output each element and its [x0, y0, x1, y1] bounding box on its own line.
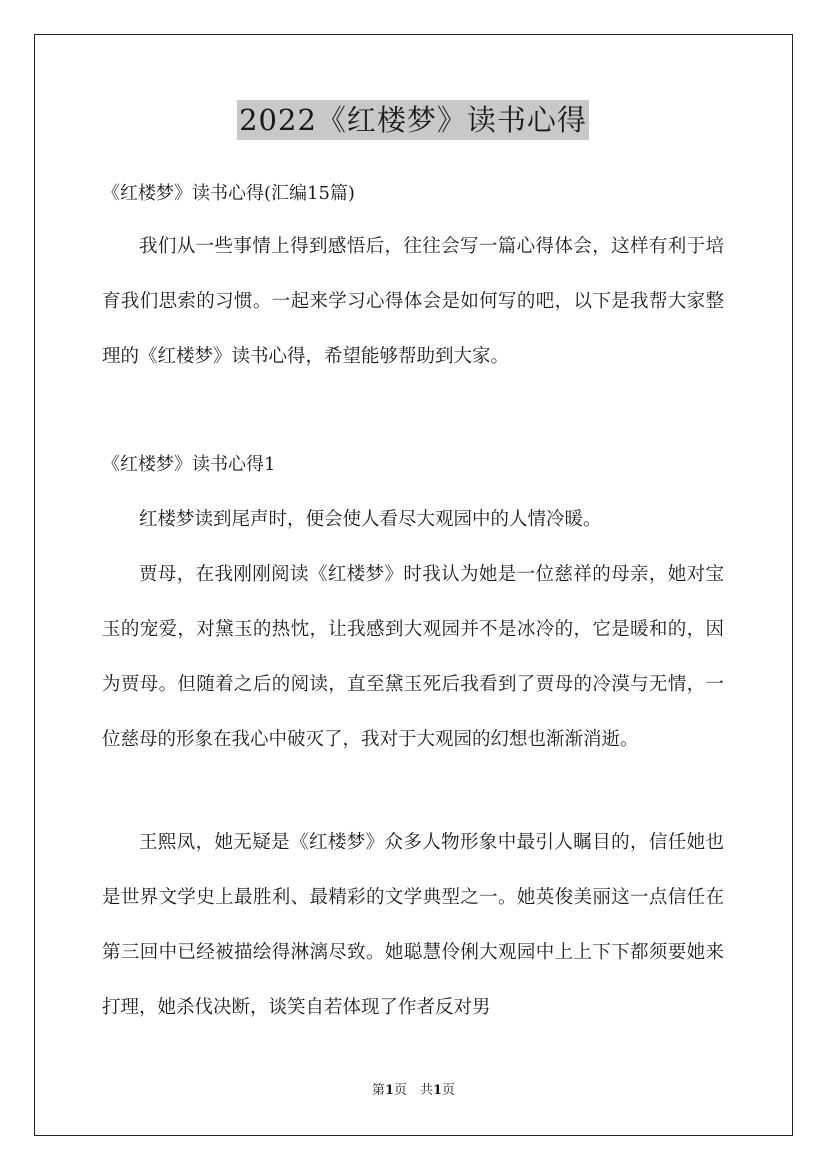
footer-page-number: 1 — [384, 1083, 394, 1098]
footer-page-total: 1 — [433, 1083, 443, 1098]
footer-page-prefix: 第 — [371, 1083, 385, 1098]
footer-page-suffix: 页 — [442, 1083, 456, 1098]
intro-paragraph: 我们从一些事情上得到感悟后，往往会写一篇心得体会，这样有利于培育我们思索的习惯。一起来学习心得体会是如何写的吧，以下是我帮大家整理的《红楼梦》读书心得，希望能够帮助到大家。 — [102, 236, 724, 367]
document-title: 2022《红楼梦》读书心得 — [237, 100, 589, 140]
page-footer — [0, 1082, 827, 1100]
document-subtitle: 《红楼梦》读书心得(汇编15篇) — [102, 183, 355, 204]
title-container — [102, 100, 724, 140]
section-heading: 《红楼梦》读书心得1 — [102, 454, 276, 475]
body-paragraph-2: 贾母，在我刚刚阅读《红楼梦》时我认为她是一位慈祥的母亲，她对宝玉的宠爱，对黛玉的热忱，让我感到大观园并不是冰冷的，它是暖和的，因为贾母。但随着之后的阅读，直至黛玉死后我看到了贾母的冷漠与无情，一位慈母的形象在我心中破灭了，我对于大观园的幻想也渐渐消逝。 — [102, 564, 724, 750]
body-paragraph-1: 红楼梦读到尾声时，便会使人看尽大观园中的人情冷暖。 — [139, 509, 602, 530]
footer-page-mid: 页 共 — [393, 1083, 433, 1098]
body-paragraph-3: 王熙凤，她无疑是《红楼梦》众多人物形象中最引人瞩目的，信任她也是世界文学史上最胜利、最精彩的文学典型之一。她英俊美丽这一点信任在第三回中已经被描绘得淋漓尽致。她聪慧伶俐大观园中上上下下都须要她来打理，她杀伐决断，谈笑自若体现了作者反对男 — [102, 832, 724, 1018]
